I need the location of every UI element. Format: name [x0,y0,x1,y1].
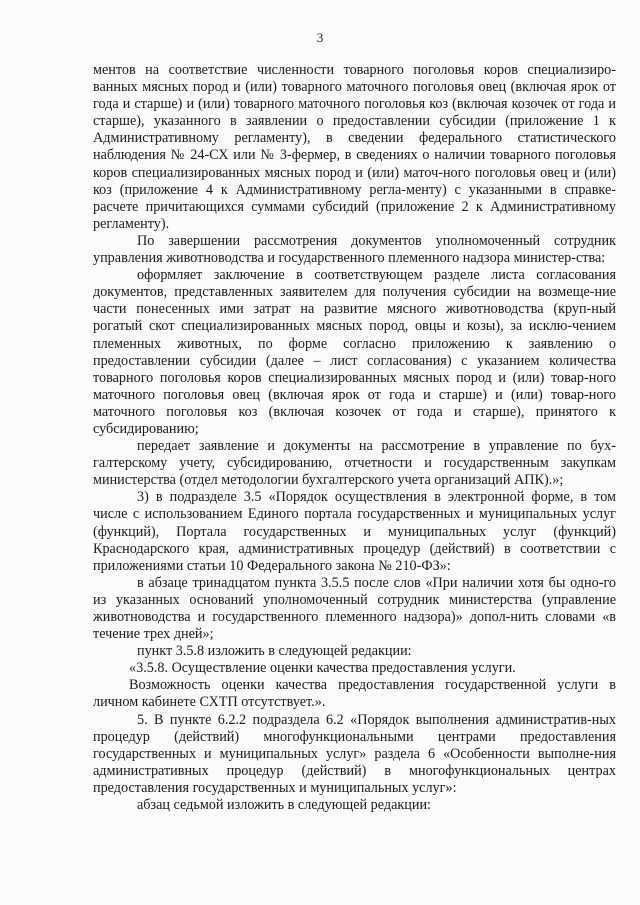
paragraph-item-3-5-8-title: «3.5.8. Осуществление оценки качества предоставления услуги. [129,660,516,677]
document-body [93,62,616,814]
paragraph-conclusion: оформляет заключение в соответствующем разделе листа согласования документов, представленных заявителем для получения субсидии на возмеще-ние части понесенных ими затрат на развитие мясного животноводства (круп-ный рогатый скот специализированных мясных пород, овцы и козы), за исклю-чением племенных животных, по форме согласно приложению к заявлению о предоставлении субсидии (далее – лист согласования) с указанием количества товарного поголовья коров специализированных мясных пород и (или) товар-ного маточного поголовья овец (включая ярок от года и старше) и (или) товар-ного маточного поголовья коз (включая козочек от года и старше), принятого к субсидированию; [93,267,616,437]
paragraph-subsection-3-5: 3) в подразделе 3.5 «Порядок осуществления в электронной форме, в том числе с использованием Единого портала государственных и муниципальных услуг (функций), Портала государственных и муниципальных услуг (функций) Краснодарского края, административных процедур (действий) в соответствии с приложениями статьи 10 Федерального закона № 210-ФЗ»: [93,489,616,574]
page-number: 3 [316,30,324,45]
paragraph-quality-assessment: Возможность оценки качества предоставления государственной услуги в личном кабинете СХТП отсутствует.». [93,677,616,711]
paragraph-item-3-5-5: в абзаце тринадцатом пункта 3.5.5 после слов «При наличии хотя бы одно-го из указанных оснований уполномоченный сотрудник министерства (управление животноводства и государственного племенного надзора)» допол-нить словами «в течение трех дней»; [93,574,616,643]
paragraph-section-6-2-2: 5. В пункте 6.2.2 подраздела 6.2 «Порядок выполнения административ-ных процедур (действий) многофункциональными центрами предоставления государственных и муниципальных услуг» раздела 6 «Особенности выполне-ния административных процедур (действий) в многофункциональных центрах предоставления государственных и муниципальных услуг»: [93,711,616,796]
paragraph-item-3-5-8-intro: пункт 3.5.8 изложить в следующей редакции: [137,643,412,660]
paragraph-seventh-clause: абзац седьмой изложить в следующей редакции: [137,797,432,814]
paragraph-review-completion: По завершении рассмотрения документов уполномоченный сотрудник управления животноводства и государственного племенного надзора министер-ства: [93,232,616,267]
paragraph-continuation: ментов на соответствие численности товарного поголовья коров специализиро-ванных мясных пород и (или) товарного маточного поголовья овец (включая ярок от года и старше) и (или) товарного маточного поголовья коз (включая козочек от года и старше), указанного в заявлении о предоставлении субсидии (приложение 1 к Административному регламенту), в сведении федерального статистического наблюдения № 24-СХ или № 3-фермер, в сведениях о наличии товарного поголовья коров специализированных мясных пород и (или) маточ-ного поголовья овец и (или) коз (приложение 4 к Административному регла-менту) с указанными в справке-расчете причитающихся суммами субсидий (приложение 2 к Административному регламенту). [93,62,616,232]
paragraph-transfer: передает заявление и документы на рассмотрение в управление по бух-галтерскому учету, субсидированию, отчетности и государственным закупкам министерства (отдел методологии бухгалтерского учета организаций АПК).»; [93,438,616,489]
